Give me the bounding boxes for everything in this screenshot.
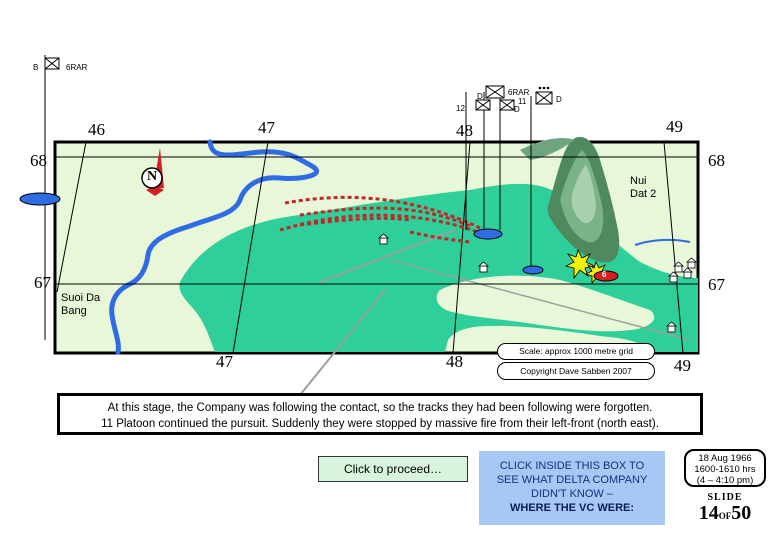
unit-label-d-right: D (556, 95, 562, 104)
unit-label-11: 11 (518, 97, 527, 106)
grid-label-top-47: 47 (258, 118, 275, 137)
grid-label-bottom-49: 49 (674, 356, 691, 375)
date-box (684, 449, 766, 487)
unit-label-6rar: 6RAR (66, 63, 88, 72)
compass-letter: N (146, 169, 158, 184)
unit-position-b-6rar (20, 193, 60, 205)
slide-of: OF (718, 511, 732, 521)
grid-label-top-46: 46 (88, 120, 105, 139)
grid-label-bottom-48: 48 (446, 352, 463, 371)
unit-position-11-platoon (523, 266, 543, 274)
grid-label-left-68: 68 (30, 151, 47, 170)
grid-label-right-67: 67 (708, 275, 725, 294)
delta-line-4: WHERE THE VC WERE: (509, 502, 635, 514)
unit-label-d: D (477, 92, 483, 101)
unit-label-b: B (33, 63, 39, 72)
scale-label: Scale: approx 1000 metre grid (497, 343, 655, 360)
proceed-button[interactable]: Click to proceed… (318, 456, 468, 482)
caption-box (57, 393, 703, 435)
unit-label-d-sub: D (514, 105, 520, 114)
delta-line-1: CLICK INSIDE THIS BOX TO (499, 460, 645, 472)
grid-label-top-49: 49 (666, 117, 683, 136)
slide-counter (684, 492, 766, 524)
slide-word: SLIDE (707, 492, 743, 503)
grid-label-top-48: 48 (456, 121, 473, 140)
unit-label-6rar-mid: 6RAR (508, 88, 530, 97)
enemy-marker-label: 6 (602, 270, 607, 279)
grid-label-bottom-47: 47 (216, 352, 233, 371)
delta-line-2: SEE WHAT DELTA COMPANY (496, 474, 648, 486)
caption-line-2: 11 Platoon continued the pursuit. Suddenly they were stopped by massive fire from their left-front (north east). (101, 418, 659, 430)
date-line-3: (4 – 4:10 pm) (696, 475, 754, 486)
reveal-vc-button[interactable] (479, 451, 665, 525)
copyright-label: Copyright Dave Sabben 2007 (497, 362, 655, 380)
slide-current: 14 (698, 502, 719, 524)
grid-label-right-68: 68 (708, 151, 725, 170)
unit-position-d-company (474, 229, 502, 239)
place-nui-dat-2: Nui Dat 2 (630, 175, 657, 200)
unit-label-12: 12 (456, 104, 465, 113)
place-suoi-da-bang: Suoi Da Bang (61, 292, 101, 317)
caption-line-1: At this stage, the Company was following the contact, so the tracks they had been following were forgotten. (107, 402, 653, 414)
slide-total: 50 (731, 502, 752, 524)
grid-label-left-67: 67 (34, 273, 51, 292)
date-line-2: 1600-1610 hrs (694, 464, 756, 475)
delta-line-3: DIDN'T KNOW – (531, 488, 613, 500)
date-line-1: 18 Aug 1966 (698, 453, 752, 464)
